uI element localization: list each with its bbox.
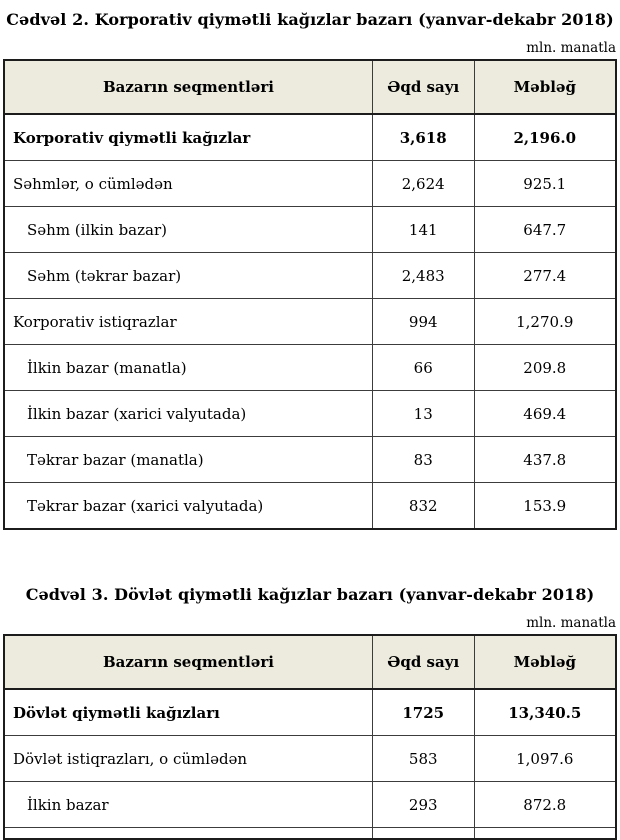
- table-row: [4, 114, 616, 161]
- col-header-amount: Məbləğ: [474, 635, 616, 689]
- header-row: [4, 60, 616, 114]
- clipped-cell: [4, 828, 372, 840]
- deal-count-cell: 1725: [372, 689, 474, 736]
- amount-cell: 153.9: [474, 483, 616, 530]
- deal-count-cell: 2,483: [372, 253, 474, 299]
- segment-label-cell: İlkin bazar (xarici valyutada): [4, 391, 372, 437]
- table-row: [4, 207, 616, 253]
- amount-cell: 13,340.5: [474, 689, 616, 736]
- amount-cell: 925.1: [474, 161, 616, 207]
- amount-cell: 277.4: [474, 253, 616, 299]
- corporate-securities-section: [3, 9, 617, 530]
- deal-count-cell: 3,618: [372, 114, 474, 161]
- deal-count-cell: 83: [372, 437, 474, 483]
- government-securities-table: [3, 634, 617, 840]
- segment-label-cell: Dövlət qiymətli kağızları: [4, 689, 372, 736]
- amount-cell: 1,270.9: [474, 299, 616, 345]
- col-header-segments: Bazarın seqmentləri: [4, 60, 372, 114]
- table-row: [4, 391, 616, 437]
- segment-label-cell: Səhm (təkrar bazar): [4, 253, 372, 299]
- amount-cell: 647.7: [474, 207, 616, 253]
- corporate-securities-table: [3, 59, 617, 530]
- deal-count-cell: 583: [372, 736, 474, 782]
- amount-cell: 2,196.0: [474, 114, 616, 161]
- col-header-segments: Bazarın seqmentləri: [4, 635, 372, 689]
- table-title-government: Cədvəl 3. Dövlət qiymətli kağızlar bazarı (yanvar-dekabr 2018): [25, 585, 595, 604]
- amount-cell: 1,097.6: [474, 736, 616, 782]
- segment-label-cell: İlkin bazar (manatla): [4, 345, 372, 391]
- segment-label-cell: Korporativ istiqrazlar: [4, 299, 372, 345]
- amount-cell: 209.8: [474, 345, 616, 391]
- deal-count-cell: 994: [372, 299, 474, 345]
- segment-label-cell: Təkrar bazar (manatla): [4, 437, 372, 483]
- table-row: [4, 161, 616, 207]
- segment-label-cell: Dövlət istiqrazları, o cümlədən: [4, 736, 372, 782]
- clipped-cell: [372, 828, 474, 840]
- table-row: [4, 437, 616, 483]
- deal-count-cell: 2,624: [372, 161, 474, 207]
- clipped-cell: [474, 828, 616, 840]
- segment-label-cell: İlkin bazar: [4, 782, 372, 828]
- segment-label-cell: Korporativ qiymətli kağızlar: [4, 114, 372, 161]
- table-body: [4, 689, 616, 828]
- table-row: [4, 689, 616, 736]
- table-row: [4, 736, 616, 782]
- deal-count-cell: 832: [372, 483, 474, 530]
- col-header-amount: Məbləğ: [474, 60, 616, 114]
- deal-count-cell: 293: [372, 782, 474, 828]
- unit-label: mln. manatla: [526, 40, 616, 56]
- table-body: [4, 114, 616, 529]
- amount-cell: 872.8: [474, 782, 616, 828]
- table-row: [4, 483, 616, 530]
- segment-label-cell: Səhmlər, o cümlədən: [4, 161, 372, 207]
- segment-label-cell: Təkrar bazar (xarici valyutada): [4, 483, 372, 530]
- amount-cell: 437.8: [474, 437, 616, 483]
- unit-label: mln. manatla: [526, 615, 616, 631]
- table-row: [4, 299, 616, 345]
- header-row: [4, 635, 616, 689]
- segment-label-cell: Səhm (ilkin bazar): [4, 207, 372, 253]
- table-row: [4, 345, 616, 391]
- table-row: [4, 253, 616, 299]
- government-securities-section: [3, 584, 617, 840]
- deal-count-cell: 66: [372, 345, 474, 391]
- table-title-corporate: Cədvəl 2. Korporativ qiymətli kağızlar bazarı (yanvar-dekabr 2018): [6, 10, 614, 29]
- amount-cell: 469.4: [474, 391, 616, 437]
- deal-count-cell: 141: [372, 207, 474, 253]
- clipped-row: [4, 828, 616, 840]
- deal-count-cell: 13: [372, 391, 474, 437]
- col-header-deal-count: Əqd sayı: [372, 635, 474, 689]
- table-row: [4, 782, 616, 828]
- col-header-deal-count: Əqd sayı: [372, 60, 474, 114]
